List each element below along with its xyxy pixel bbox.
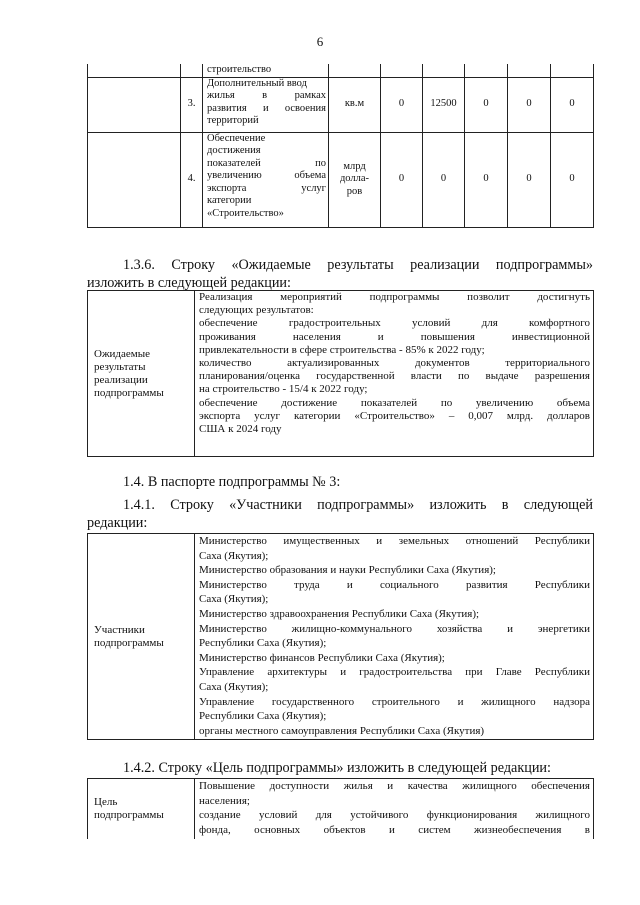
row-label: Цель подпрограммы — [88, 779, 195, 839]
expected-results-table — [87, 290, 594, 457]
value-cell: 0 — [381, 132, 423, 227]
table-row — [88, 534, 594, 740]
section-141-heading: 1.4.1. Строку «Участники подпрограммы» изложить в следующей — [123, 497, 593, 513]
row-number: 3. — [181, 77, 203, 132]
value-cell: 0 — [508, 132, 551, 227]
indicators-table — [87, 64, 594, 228]
value-cell: 0 — [423, 132, 465, 227]
indicator-name: Дополнительный ввод жилья в рамках развития и освоения территорий — [203, 77, 329, 132]
unit: кв.м — [329, 77, 381, 132]
value-cell: 12500 — [423, 77, 465, 132]
row-label: Ожидаемые результаты реализации подпрограммы — [88, 291, 195, 457]
unit: млрд долла- ров — [329, 132, 381, 227]
cell-continuation-text: строительство — [203, 64, 329, 77]
value-cell: 0 — [551, 132, 594, 227]
section-136-heading-cont: изложить в следующей редакции: — [87, 275, 291, 291]
table-row — [88, 291, 594, 457]
row-content: Повышение доступности жилья и качества жилищного обеспечения населения; создание условий для устойчивого функционирования жилищного фонда, основных объектов и систем жизнеобеспечения в — [195, 779, 594, 839]
table-row — [88, 132, 594, 227]
indicator-name: Обеспечение достижения показателей по увеличению объема экспорта услуг категории «Строительство» — [203, 132, 329, 227]
row-content: Министерство имущественных и земельных отношений Республики Саха (Якутия); Министерство образования и науки Республики Саха (Якутия); Министерство труда и социального развития Республики Саха (Якутия); Министерство здравоохранения Республики Саха (Якутия); Министерство жилищно-коммунального хозяйства и энергетики Республики Саха (Якутия); Министерство финансов Республики Саха (Якутия); Управление архитектуры и градостроительства при Главе Республики Саха (Якутия); Управление государственного строительного и жилищного надзора Республики Саха (Якутия); органы местного самоуправления Республики Саха (Якутия) — [195, 534, 594, 740]
row-number: 4. — [181, 132, 203, 227]
value-cell: 0 — [508, 77, 551, 132]
section-14-heading: 1.4. В паспорте подпрограммы № 3: — [123, 474, 341, 490]
value-cell: 0 — [465, 77, 508, 132]
section-142-heading: 1.4.2. Строку «Цель подпрограммы» изложить в следующей редакции: — [123, 760, 551, 776]
goal-table — [87, 778, 594, 839]
participants-table — [87, 533, 594, 740]
table-row — [88, 77, 594, 132]
table-row — [88, 64, 594, 77]
value-cell: 0 — [551, 77, 594, 132]
row-label: Участники подпрограммы — [88, 534, 195, 740]
value-cell: 0 — [381, 77, 423, 132]
value-cell: 0 — [465, 132, 508, 227]
page-number: 6 — [316, 34, 324, 49]
section-141-heading-cont: редакции: — [87, 515, 148, 531]
section-136-heading: 1.3.6. Строку «Ожидаемые результаты реализации подпрограммы» — [123, 257, 593, 273]
table-row — [88, 779, 594, 839]
row-content: Реализация мероприятий подпрограммы позволит достигнуть следующих результатов: обеспечение градостроительных условий для комфортного проживания населения и повышения инвестиционной привлекательности в сфере строительства - 85% к 2022 году; количество актуализированных документов территориального планирования/оценка государственной власти по выдаче разрешения на строительство - 15/4 к 2022 году; обеспечение достижение показателей по увеличению объема экспорта услуг категории «Строительство» – 0,007 млрд. долларов США к 2024 году — [195, 291, 594, 457]
